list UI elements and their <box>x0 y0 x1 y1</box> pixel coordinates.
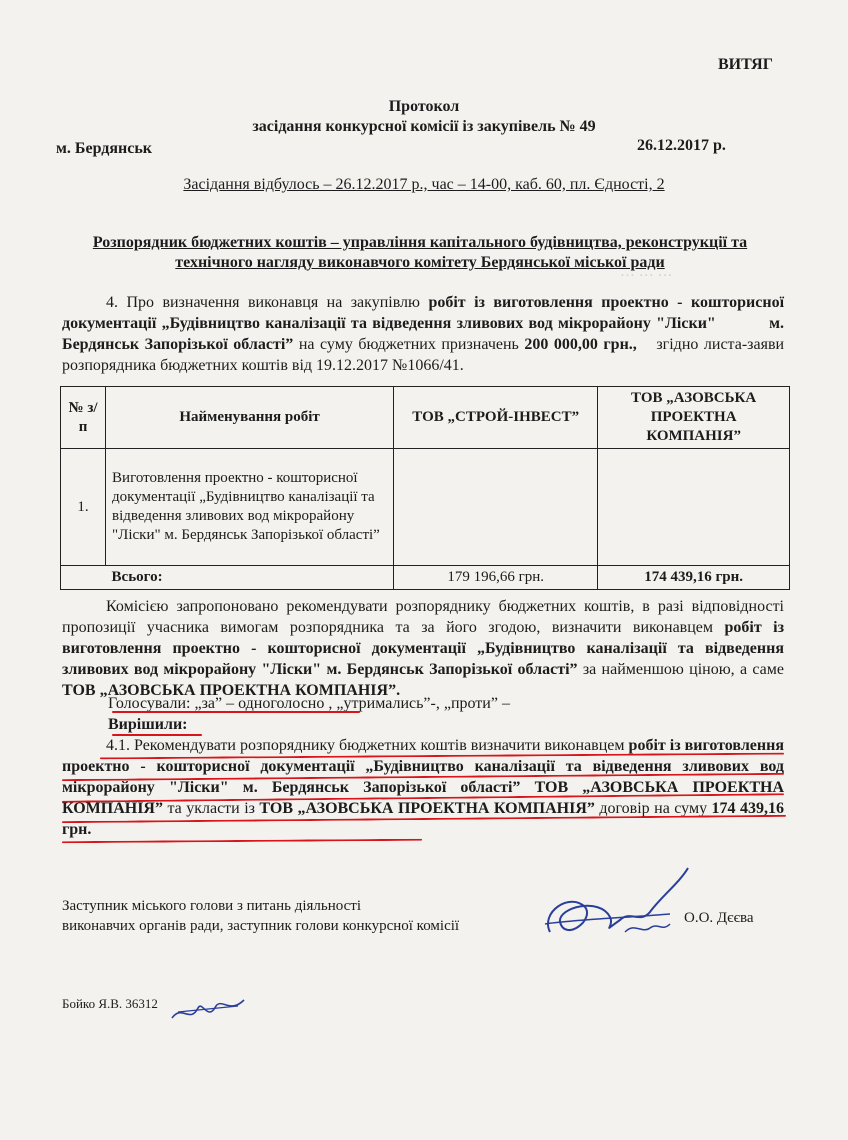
protocol-title: Протокол <box>388 98 460 115</box>
red-underline-decided <box>112 734 202 736</box>
author-line: Бойко Я.В. 36312 <box>62 996 158 1011</box>
col-azov-header: ТОВ „АЗОВСЬКА ПРОЕКТНА КОМПАНІЯ” <box>598 387 790 449</box>
table-row <box>61 449 790 566</box>
distributor-line2: технічного нагляду виконавчого комітету Бердянської міської ради <box>175 254 665 271</box>
red-underline-vote <box>112 711 360 713</box>
protocol-date: 26.12.2017 р. <box>637 137 726 154</box>
row-azov-price <box>598 449 790 566</box>
decided-label: Вирішили: <box>108 716 188 733</box>
signer-position-line1: Заступник міського голови з питань діяльності <box>62 898 361 914</box>
city: м. Бердянськ <box>56 140 153 157</box>
table-total-row <box>61 566 790 590</box>
distributor-line1: Розпорядник бюджетних коштів – управління капітального будівництва, реконструкції та <box>92 234 748 251</box>
commission-paragraph: Комісією запропоновано рекомендувати розпоряднику бюджетних коштів, в разі відповідності пропозиції учасника вимогам розпорядника та за його згодою, визначити виконавцем робіт із виготовлення проектно - кошторисної документації „Будівництво каналізації та відведення зливових вод мікрорайону "Ліски" м. Бердянськ Запорізької області” за найменшою ціною, а саме ТОВ „АЗОВСЬКА ПРОЕКТНА КОМПАНІЯ”. <box>62 598 785 699</box>
row-stroy-price <box>394 449 598 566</box>
works-table <box>60 386 790 590</box>
vote-line: Голосували: „за” – одноголосно , „утримались”-, „проти” – <box>108 695 510 712</box>
row-num: 1. <box>61 449 106 566</box>
total-azov: 174 439,16 грн. <box>598 566 790 590</box>
col-stroy-header: ТОВ „СТРОЙ-ІНВЕСТ” <box>394 387 598 449</box>
initials-mark <box>168 994 248 1028</box>
bleed-through: ··· ··· ··· <box>620 268 673 284</box>
total-stroy: 179 196,66 грн. <box>394 566 598 590</box>
col-num-header: № з/п <box>61 387 106 449</box>
item4-paragraph: 4. Про визначення виконавця на закупівлю робіт із виготовлення проектно - кошторисної документації „Будівництво каналізації та відведення зливових вод мікрорайону "Ліски" м. Бердянськ Запорізької області” на суму бюджетних призначень 200 000,00 грн., згідно листа-заяви розпорядника бюджетних коштів від 19.12.2017 №1066/41. <box>62 294 785 374</box>
signer-position-line2: виконавчих органів ради, заступник голови конкурсної комісії <box>62 918 460 934</box>
col-name-header: Найменування робіт <box>106 387 394 449</box>
meeting-line: Засідання відбулось – 26.12.2017 р., час – 14-00, каб. 60, пл. Єдності, 2 <box>183 176 665 193</box>
row-work-name: Виготовлення проектно - кошторисної документації „Будівництво каналізації та відведення зливових вод мікрорайону "Ліски" м. Бердянськ Запорізької області” <box>106 449 394 566</box>
total-label: Всього: <box>106 566 394 590</box>
table-header-row <box>61 387 790 449</box>
signer-name: О.О. Дєєва <box>684 910 754 926</box>
signature-mark <box>530 862 690 962</box>
extract-label: ВИТЯГ <box>718 56 773 73</box>
decision-paragraph: 4.1. Рекомендувати розпоряднику бюджетних коштів визначити виконавцем робіт із виготовлення проектно - кошторисної документації „Будівництво каналізації та відведення зливових вод мікрорайону "Ліски" м. Бердянськ Запорізької області” ТОВ „АЗОВСЬКА ПРОЕКТНА КОМПАНІЯ” та укласти із ТОВ „АЗОВСЬКА ПРОЕКТНА КОМПАНІЯ” договір на суму 174 439,16 грн. <box>62 737 785 838</box>
protocol-subtitle: засідання конкурсної комісії із закупівель № 49 <box>252 118 596 135</box>
